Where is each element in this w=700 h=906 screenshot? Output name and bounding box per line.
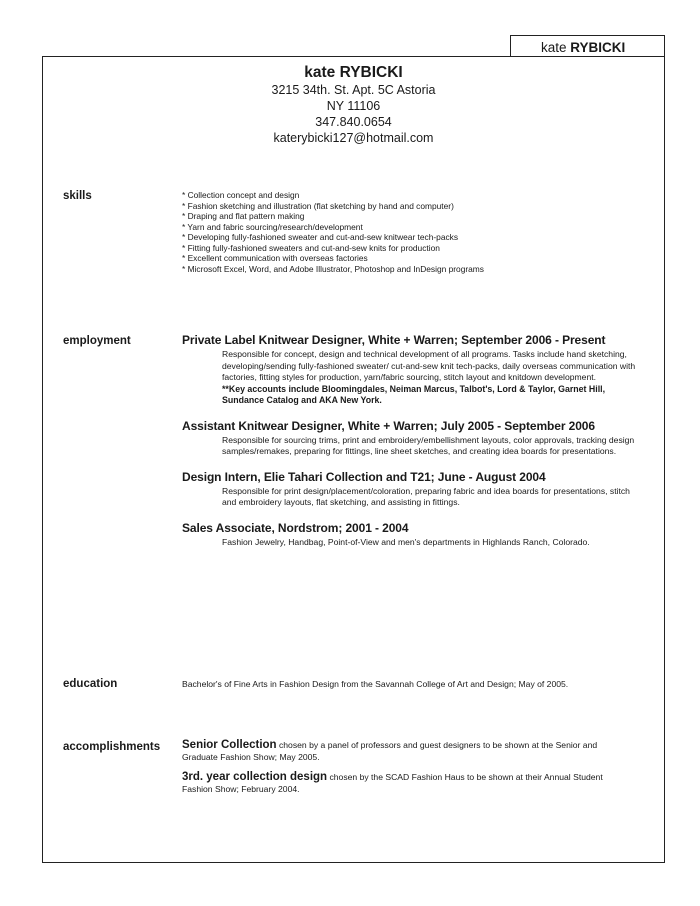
- education-heading: education: [63, 678, 118, 690]
- employment-list: [182, 333, 642, 560]
- skills-heading: skills: [63, 190, 92, 202]
- accomplishment-text: chosen by a panel of professors and guest designers to be shown at the Senior and Graduate Fashion Show; May 2005.: [182, 740, 598, 762]
- accomplishment-title: Senior Collection: [182, 739, 277, 751]
- skill-item: * Developing fully-fashioned sweater and cut-and-sew knitwear tech-packs: [182, 232, 459, 243]
- accomplishments-heading: accomplishments: [63, 741, 161, 753]
- job-description: Fashion Jewelry, Handbag, Point-of-View and men's departments in Highlands Ranch, Colorado.: [222, 536, 590, 547]
- resume-header: [42, 64, 665, 146]
- skill-item: * Fashion sketching and illustration (flat sketching by hand and computer): [182, 200, 454, 211]
- skill-item: * Collection concept and design: [182, 190, 300, 200]
- skill-item: * Fitting fully-fashioned sweaters and cut-and-sew knits for production: [182, 242, 440, 253]
- skill-item: * Microsoft Excel, Word, and Adobe Illustrator, Photoshop and InDesign programs: [182, 263, 484, 274]
- job-entry: [182, 333, 642, 407]
- education-text: Bachelor's of Fine Arts in Fashion Design from the Savannah College of Art and Design; May of 2005.: [182, 679, 569, 689]
- accomplishment-text: chosen by the SCAD Fashion Haus to be shown at their Annual Student Fashion Show; February 2004.: [182, 772, 603, 794]
- accomplishment-title: 3rd. year collection design: [182, 771, 328, 783]
- address-line-2: NY 11106: [326, 99, 381, 113]
- skills-list: [182, 190, 642, 274]
- tab-first-name: kate: [541, 40, 567, 55]
- address-line-1: 3215 34th. St. Apt. 5C Astoria: [271, 83, 436, 97]
- employment-heading: employment: [63, 335, 131, 347]
- skill-item: * Draping and flat pattern making: [182, 211, 305, 222]
- job-title: Design Intern, Elie Tahari Collection and T21; June - August 2004: [182, 469, 546, 484]
- tab-last-name: RYBICKI: [570, 40, 626, 55]
- skill-item: * Yarn and fabric sourcing/research/development: [182, 221, 363, 232]
- job-description: Responsible for concept, design and technical development of all programs. Tasks include hand sketching, developing/sending fully-fashioned sweater/ cut-and-sew knit tech-packs, daily overseas communication with factories, fitting styles for production, yarn/fabric sourcing, stitch layout and knitdown development.: [222, 349, 636, 382]
- key-accounts: **Key accounts include Bloomingdales, Neiman Marcus, Talbot's, Lord & Taylor, Garnet Hill, Sundance Catalog and AKA New York.: [222, 383, 606, 405]
- accomplishment-item: [182, 740, 622, 763]
- job-description: Responsible for print design/placement/coloration, preparing fabric and idea boards for presentations, stitch and embroidery layouts, flat sketching, and assisting in fittings.: [222, 485, 630, 507]
- job-title: Assistant Knitwear Designer, White + Warren; July 2005 - September 2006: [182, 418, 595, 433]
- email-address[interactable]: katerybicki127@hotmail.com: [273, 131, 434, 145]
- job-title: Sales Associate, Nordstrom; 2001 - 2004: [182, 520, 409, 535]
- job-description: Responsible for sourcing trims, print and embroidery/embellishment layouts, color approvals, tracking design samples/remakes, preparing for fittings, line sheet sketches, and creating idea boards for presentations.: [222, 434, 635, 456]
- job-entry: [182, 470, 642, 509]
- job-entry: [182, 419, 642, 458]
- skill-item: * Excellent communication with overseas factories: [182, 253, 368, 264]
- candidate-name: kate RYBICKI: [304, 64, 403, 81]
- accomplishments-list: [182, 740, 622, 804]
- job-title: Private Label Knitwear Designer, White + Warren; September 2006 - Present: [182, 333, 606, 347]
- phone-number: 347.840.0654: [315, 115, 392, 129]
- accomplishment-item: [182, 772, 622, 795]
- job-entry: [182, 521, 642, 549]
- name-tab: [510, 35, 665, 57]
